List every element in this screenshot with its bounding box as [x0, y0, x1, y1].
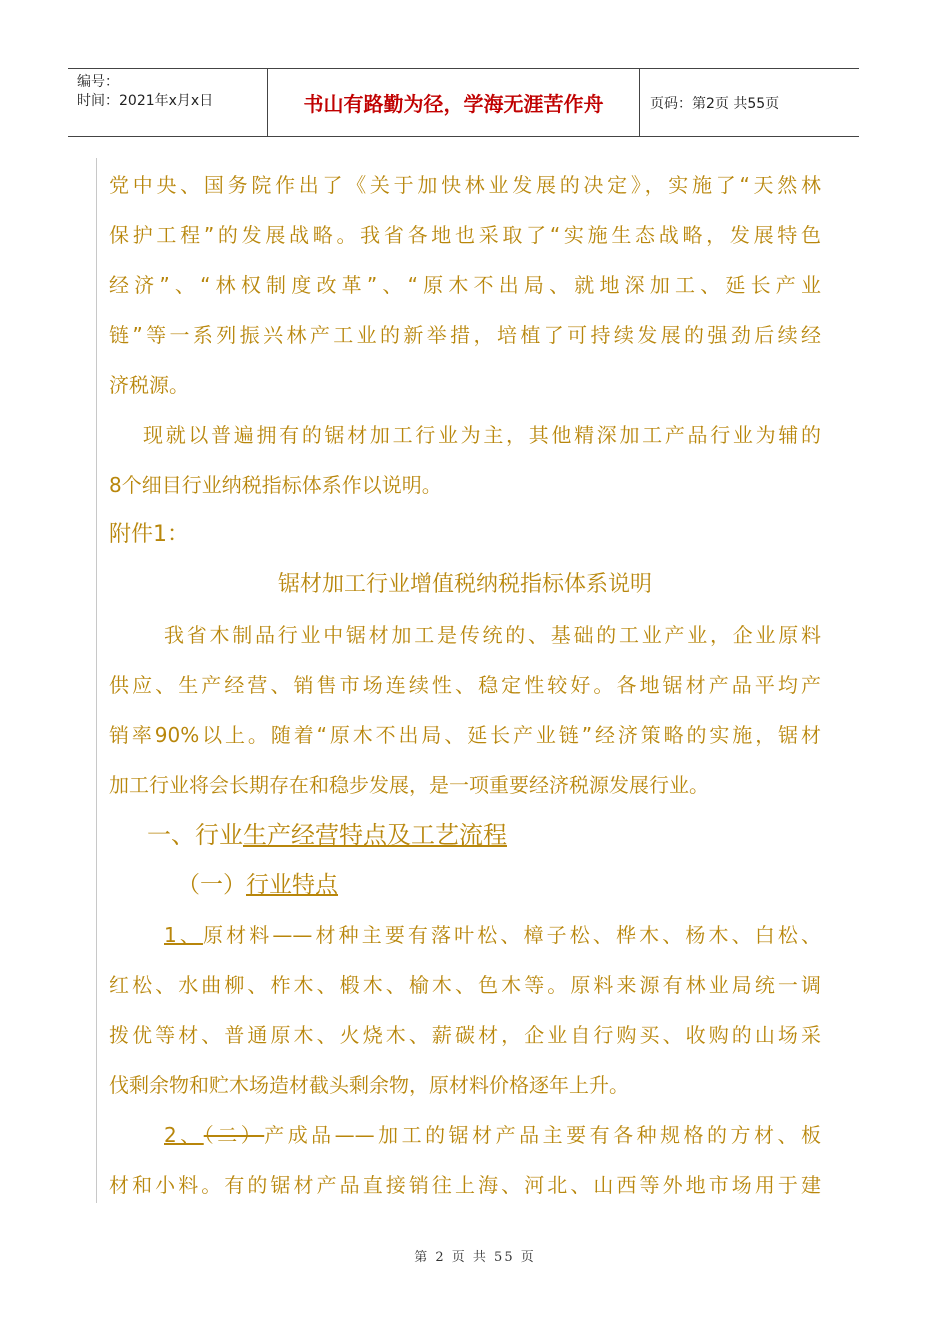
section-heading-underlined: 生产经营特点及工艺流程: [243, 821, 507, 849]
paragraph-line: 我省木制品行业中锯材加工是传统的、基础的工业产业，企业原料: [164, 623, 821, 647]
paragraph-line: 济税源。: [109, 373, 189, 397]
attachment-title: 附件1：: [109, 522, 189, 547]
item-number: 1、: [164, 923, 203, 947]
document-body: [109, 160, 821, 1210]
section-heading: [109, 810, 821, 860]
time-label: 时间：2021年x月x日: [77, 93, 214, 109]
paragraph-line: 材和小料。有的锯材产品直接销往上海、河北、山西等外地市场用于建: [109, 1173, 821, 1197]
item-2-first-line: [109, 1110, 821, 1160]
paragraph-line: 拨优等材、普通原木、火烧木、薪碳材，企业自行购买、收购的山场采: [109, 1023, 821, 1047]
page-header: [68, 68, 859, 137]
paragraph-line: 销率90%以上。随着“原木不出局、延长产业链”经济策略的实施，锯材: [109, 723, 821, 747]
paragraph-line: 供应、生产经营、销售市场连续性、稳定性较好。各地锯材产品平均产: [109, 673, 821, 697]
header-motto: 书山有路勤为径，学海无涯苦作舟: [268, 69, 640, 136]
subsection-heading-underlined: 行业特点: [246, 872, 338, 898]
paragraph-line: 红松、水曲柳、柞木、椴木、榆木、色木等。原料来源有林业局统一调: [109, 973, 821, 997]
item-text: 原材料——材种主要有落叶松、樟子松、桦木、杨木、白松、: [202, 923, 821, 947]
paragraph-line: 党中央、国务院作出了《关于加快林业发展的决定》，实施了“天然林: [109, 173, 821, 197]
header-page-info: 页码：第2页 共55页: [650, 95, 780, 112]
margin-bar: [96, 158, 97, 1203]
code-label: 编号：: [77, 74, 119, 90]
paragraph-line: 加工行业将会长期存在和稳步发展，是一项重要经济税源发展行业。: [109, 773, 709, 797]
item-text: 产成品——加工的锯材产品主要有各种规格的方材、板: [264, 1123, 821, 1147]
paragraph-line: 链”等一系列振兴林产工业的新举措，培植了可持续发展的强劲后续经: [109, 323, 821, 347]
document-title: 锯材加工行业增值税纳税指标体系说明: [277, 572, 652, 597]
section-heading-prefix: 一、行业: [147, 821, 243, 849]
paragraph-line: 现就以普遍拥有的锯材加工行业为主，其他精深加工产品行业为辅的: [143, 423, 821, 447]
subsection-heading-prefix: （一）: [177, 872, 246, 898]
paragraph-line: 8个细目行业纳税指标体系作以说明。: [109, 473, 442, 497]
paragraph-line: 保护工程”的发展战略。我省各地也采取了“实施生态战略，发展特色: [109, 223, 821, 247]
paragraph-line: 经济”、“林权制度改革”、“原木不出局、就地深加工、延长产业: [109, 273, 821, 297]
item-1-first-line: [109, 910, 821, 960]
subsection-heading: [109, 860, 821, 910]
header-meta: [68, 69, 268, 136]
item-number: 2、: [164, 1123, 204, 1147]
paragraph-line: 伐剩余物和贮木场造材截头剩余物，原材料价格逐年上升。: [109, 1073, 629, 1097]
page-footer: 第 2 页 共 55 页: [414, 1250, 536, 1265]
deleted-text: （二）: [203, 1123, 265, 1147]
